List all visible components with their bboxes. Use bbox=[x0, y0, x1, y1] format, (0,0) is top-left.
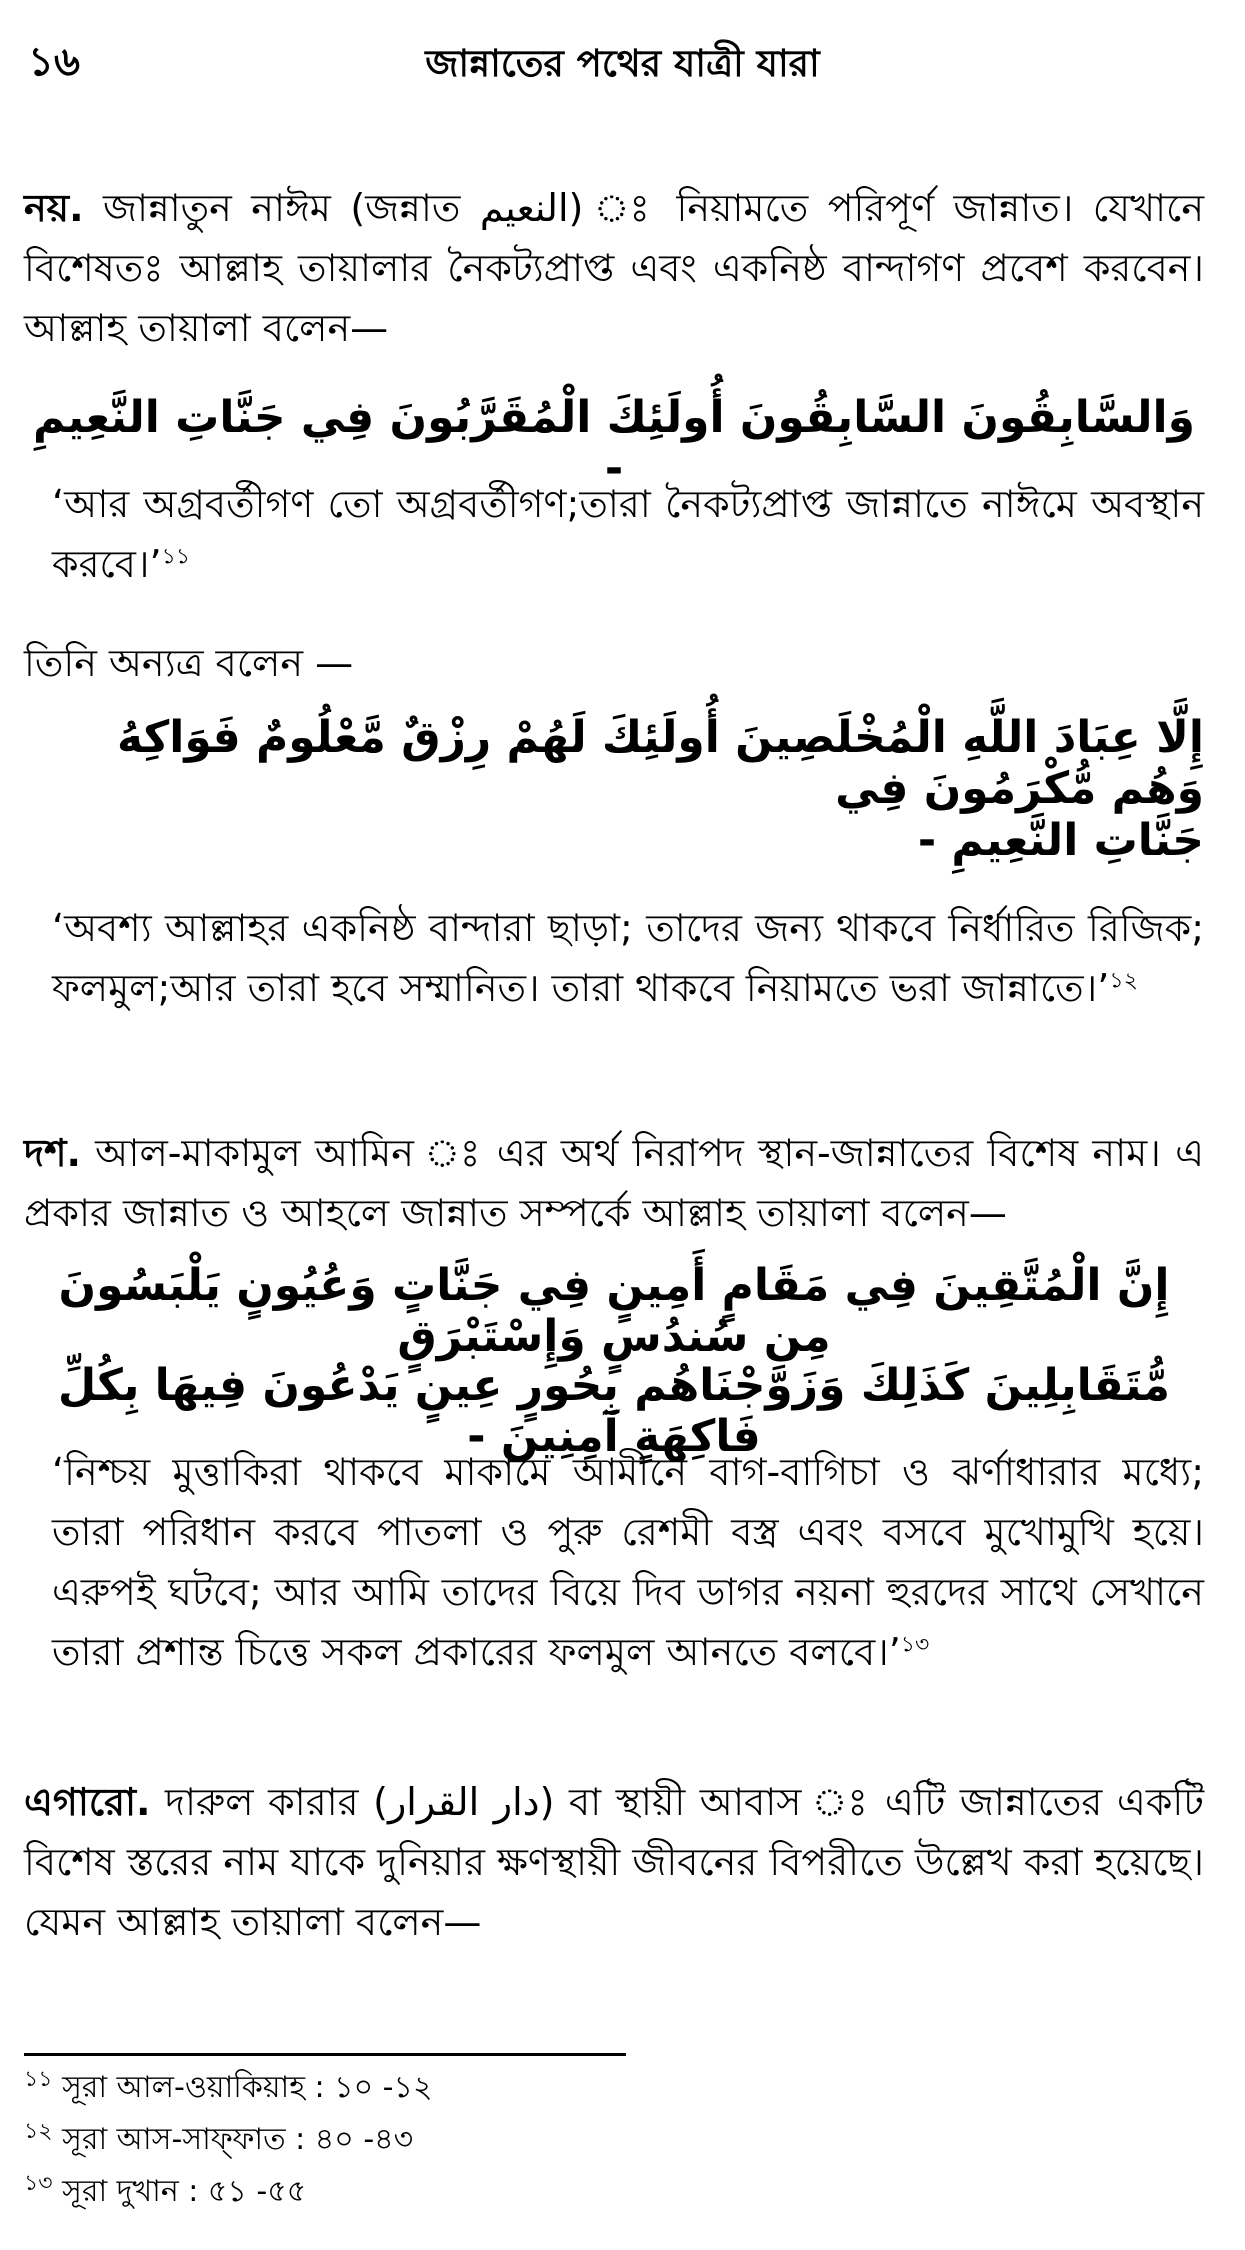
page-number: ১৬ bbox=[28, 39, 80, 85]
paragraph-ten bbox=[24, 1123, 1204, 1243]
translation-2 bbox=[52, 898, 1204, 1018]
footnote-13 bbox=[24, 2172, 306, 2212]
arabic-verse-1: وَالسَّابِقُونَ السَّابِقُونَ أُولَئِكَ الْمُقَرَّبُونَ فِي جَنَّاتِ النَّعِيمِ - bbox=[32, 392, 1195, 494]
arabic-verse-2-line-2: جَنَّاتِ النَّعِيمِ - bbox=[917, 815, 1204, 866]
footnote-divider bbox=[24, 2053, 626, 2056]
footnote-11-number: ১১ bbox=[24, 2067, 53, 2092]
footnote-11 bbox=[24, 2068, 432, 2108]
heading-eleven: এগারো. bbox=[24, 1780, 151, 1824]
paragraph-nine bbox=[24, 178, 1204, 358]
heading-nine: নয়. bbox=[24, 186, 84, 230]
footnote-ref-12: ১২ bbox=[1109, 968, 1138, 994]
footnote-12-number: ১২ bbox=[24, 2119, 53, 2144]
heading-ten: দশ. bbox=[24, 1131, 81, 1175]
translation-1-text: ‘আর অগ্রবর্তীগণ তো অগ্রবর্তীগণ;তারা নৈকট্যপ্রাপ্ত জান্নাতে নাঈমে অবস্থান করবে।’ bbox=[52, 482, 1204, 586]
footnote-13-text: সূরা দুখান : ৫১ -৫৫ bbox=[52, 2174, 307, 2209]
translation-3 bbox=[52, 1442, 1204, 1682]
arabic-verse-3-line-2: مُّتَقَابِلِينَ كَذَلِكَ وَزَوَّجْنَاهُم بِحُورٍ عِينٍ يَدْعُونَ فِيهَا بِكُلِّ فَاكِهَةٍ آمِنِينَ - bbox=[57, 1360, 1170, 1462]
footnote-11-text: সূরা আল-ওয়াকিয়াহ : ১০ -১২ bbox=[52, 2070, 433, 2105]
footnote-ref-11: ১১ bbox=[161, 544, 191, 570]
footnote-ref-13: ১৩ bbox=[900, 1632, 930, 1658]
paragraph-ten-text: আল-মাকামুল আমিন ঃ এর অর্থ নিরাপদ স্থান-জান্নাতের বিশেষ নাম। এ প্রকার জান্নাত ও আহলে জান্নাত সম্পর্কে আল্লাহ তায়ালা বলেন— bbox=[24, 1131, 1205, 1235]
footnote-13-number: ১৩ bbox=[24, 2171, 53, 2196]
arabic-verse-3-line-1: إِنَّ الْمُتَّقِينَ فِي مَقَامٍ أَمِينٍ فِي جَنَّاتٍ وَعُيُونٍ يَلْبَسُونَ مِن سُندُسٍ وَإِسْتَبْرَقٍ bbox=[58, 1260, 1170, 1362]
paragraph-nine-text: জান্নাতুন নাঈম (জন্নাত النعيم) ঃ নিয়ামতে পরিপূর্ণ জান্নাত। যেখানে বিশেষতঃ আল্লাহ তায়ালার নৈকট্যপ্রাপ্ত এবং একনিষ্ঠ বান্দাগণ প্রবেশ করবেন। আল্লাহ তায়ালা বলেন— bbox=[24, 186, 1205, 350]
translation-2-text: ‘অবশ্য আল্লাহর একনিষ্ঠ বান্দারা ছাড়া; তাদের জন্য থাকবে নির্ধারিত রিজিক; ফলমুল;আর তারা হবে সম্মানিত। তারা থাকবে নিয়ামতে ভরা জান্নাতে।’ bbox=[52, 906, 1204, 1010]
translation-3-text: ‘নিশ্চয় মুত্তাকিরা থাকবে মাকামে আমীনে বাগ-বাগিচা ও ঝর্ণাধারার মধ্যে; তারা পরিধান করবে পাতলা ও পুরু রেশমী বস্ত্র এবং বসবে মুখোমুখি হয়ে। এরুপই ঘটবে; আর আমি তাদের বিয়ে দিব ডাগর নয়না হুরদের সাথে সেখানে তারা প্রশান্ত চিত্তে সকল প্রকারের ফলমুল আনতে বলবে।’ bbox=[52, 1450, 1204, 1674]
paragraph-elsewhere: তিনি অন্যত্র বলেন — bbox=[24, 641, 354, 685]
paragraph-eleven-text: দারুল কারার (دار القرار) বা স্থায়ী আবাস ঃ এটি জান্নাতের একটি বিশেষ স্তরের নাম যাকে দুনিয়ার ক্ষণস্থায়ী জীবনের বিপরীতে উল্লেখ করা হয়েছে। যেমন আল্লাহ তায়ালা বলেন— bbox=[24, 1780, 1204, 1944]
translation-1 bbox=[52, 474, 1204, 594]
page-title: জান্নাতের পথের যাত্রী যারা bbox=[425, 42, 820, 85]
arabic-verse-2-line-1: إِلَّا عِبَادَ اللَّهِ الْمُخْلَصِينَ أُولَئِكَ لَهُمْ رِزْقٌ مَّعْلُومٌ فَوَاكِهُ وَهُم مُّكْرَمُونَ فِي bbox=[116, 712, 1204, 814]
paragraph-eleven bbox=[24, 1772, 1204, 1952]
footnote-12 bbox=[24, 2120, 413, 2160]
footnote-12-text: সূরা আস-সাফ্‌ফাত : ৪০ -৪৩ bbox=[52, 2122, 414, 2157]
